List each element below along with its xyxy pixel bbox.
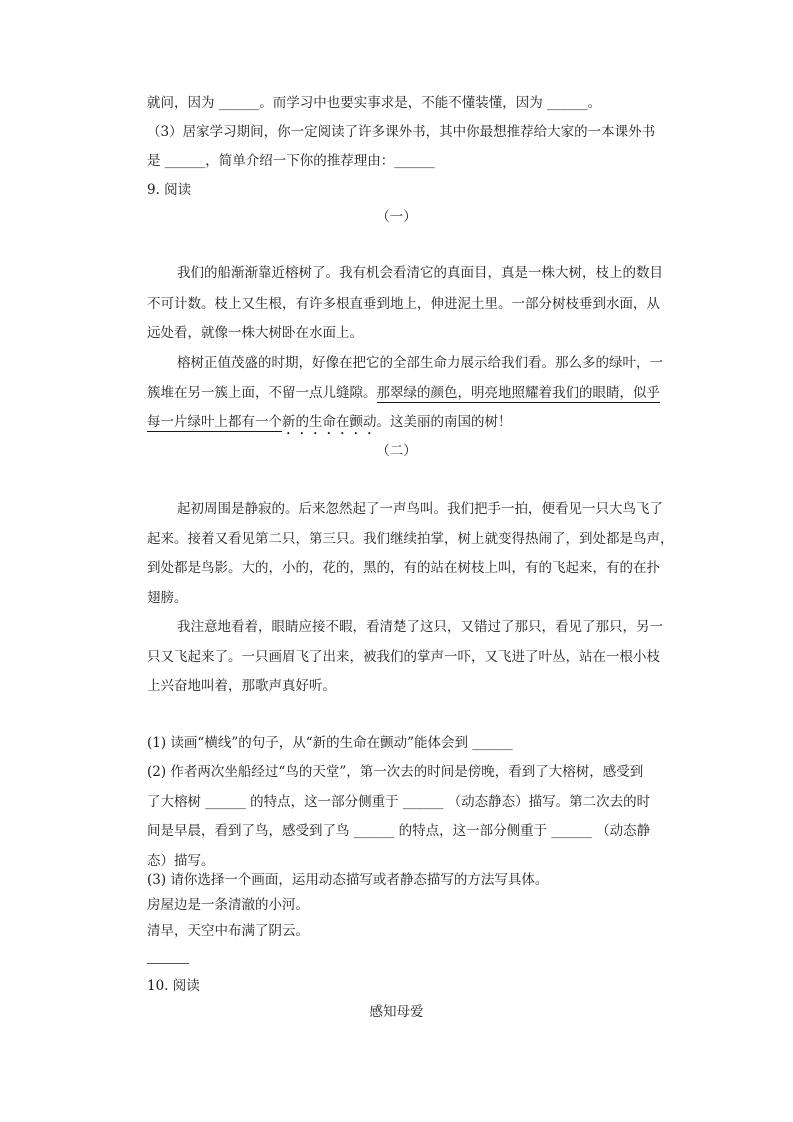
section-two-title: （二） [376,443,417,459]
question-2-line: 态）描写。 [147,853,215,869]
passage-paragraph-line: 起来。接着又看见第二只，第三只。我们继续拍掌，树上就变得热闹了，到处都是鸟声， [147,531,674,547]
question-3-option: 清早，天空中布满了阴云。 [147,923,309,939]
passage-paragraph-line [147,383,660,403]
passage-paragraph-line: 到处都是鸟影。大的，小的，花的，黑的，有的站在树枝上叫，有的飞起来，有的在扑 [147,560,660,576]
question-2-line: 了大榕树 ______ 的特点，这一部分侧重于 ______ （动态静态）描写。第二次去的时 [147,794,651,810]
question-10-heading: 10. 阅读 [147,978,200,994]
passage-paragraph-line: 起初周围是静寂的。后来忽然起了一声鸟叫。我们把手一拍，便看见一只大鸟飞了 [177,501,663,517]
section-one-title: （一） [376,209,417,225]
text-line: 就问，因为 ______。而学习中也要实事求是，不能不懂装懂，因为 ______。 [147,95,602,111]
passage-paragraph-line: 远处看，就像一株大树卧在水面上。 [147,325,363,341]
plain-text: 簇堆在另一簇上面，不留一点儿缝隙。 [147,385,377,401]
passage-paragraph-line: 翅膀。 [147,590,188,606]
plain-text: 。这美丽的南国的树！ [376,414,512,430]
passage-paragraph-line: 上兴奋地叫着，那歌声真好听。 [147,678,336,694]
passage-paragraph-line: 我们的船渐渐靠近榕树了。我有机会看清它的真面目，真是一株大树，枝上的数目 [177,265,663,281]
question-3: (3) 请你选择一个画面，运用动态描写或者静态描写的方法写具体。 [147,872,549,888]
passage-paragraph-line [147,412,512,438]
underlined-sentence: 每一片绿叶上都有一个 [147,414,282,430]
question-1: (1) 读画“横线”的句子，从“新的生命在颤动”能体会到 ______ [147,735,513,751]
passage-title: 感知母爱 [369,1004,424,1020]
question-2: (2) 作者两次坐船经过“鸟的天堂”，第一次去的时间是傍晚，看到了大榕树，感受到 [147,764,644,780]
question-3-answer-line: 是 ______，简单介绍一下你的推荐理由：______ [147,153,435,169]
answer-blank-line [147,963,189,964]
passage-paragraph-line: 我注意地看着，眼睛应接不暇，看清楚了这只，又错过了那只，看见了那只，另一 [177,619,663,635]
question-2-line: 间是早晨，看到了鸟，感受到了鸟 ______ 的特点，这一部分侧重于 ______ （动态静 [147,823,651,839]
question-3-prompt: （3）居家学习期间，你一定阅读了许多课外书，其中你最想推荐给大家的一本课外书 [147,124,656,140]
passage-paragraph-line: 只又飞起来了。一只画眉飞了出来，被我们的掌声一吓，又飞进了叶丛，站在一根小枝 [147,649,660,665]
question-3-option: 房屋边是一条清澈的小河。 [147,897,309,913]
passage-paragraph-line: 榕树正值茂盛的时期，好像在把它的全部生命力展示给我们看。那么多的绿叶，一 [177,355,663,371]
passage-paragraph-line: 不可计数。枝上又生根，有许多根直垂到地上，伸进泥土里。一部分树枝垂到水面，从 [147,296,660,312]
question-9-heading: 9. 阅读 [147,182,192,198]
dotted-phrase: 新的生命在颤动 [282,414,377,430]
underlined-sentence: 那翠绿的颜色，明亮地照耀着我们的眼睛，似乎 [376,385,660,401]
